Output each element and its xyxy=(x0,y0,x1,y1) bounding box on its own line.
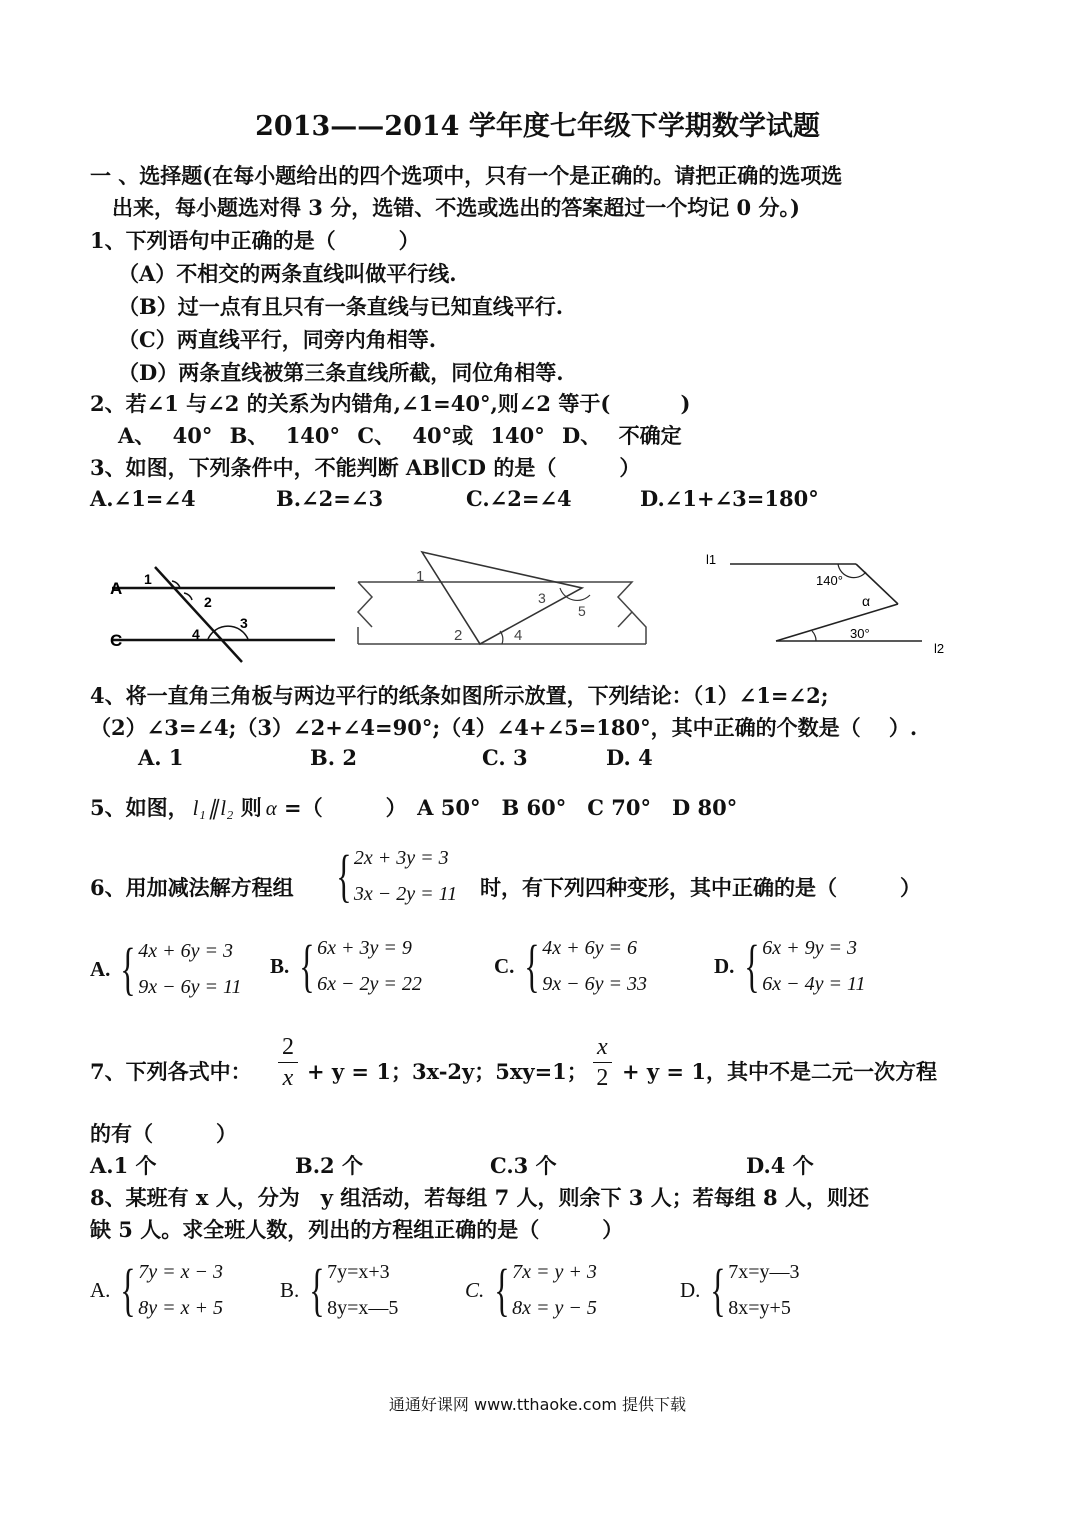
q5-l1: l₁ xyxy=(192,796,206,820)
q4-stem-line2: （2）∠3=∠4;（3）∠2+∠4=90°;（4）∠4+∠5=180°，其中正确的个数是（ ）. xyxy=(90,715,918,740)
fig3-label-alpha: α xyxy=(862,593,871,609)
page-footer: 通通好课网 www.tthaoke.com 提供下载 xyxy=(388,1395,687,1414)
q4-option-d: D. 4 xyxy=(606,745,653,770)
q5-alpha: α xyxy=(265,796,277,820)
q6-option-b xyxy=(270,930,422,1002)
q6-option-b-label: B. xyxy=(270,953,290,978)
q5-prefix: 5、如图， xyxy=(90,795,189,820)
q8-option-a xyxy=(90,1254,223,1326)
q6-system-eq1: 2x + 3y = 3 xyxy=(353,847,449,869)
q6-option-a-eq2: 9x − 6y = 11 xyxy=(138,976,242,998)
figure-triangle-paper-strip xyxy=(350,545,655,655)
q1-option-c: （C）两直线平行，同旁内角相等. xyxy=(118,327,437,352)
q5-mid: 则 xyxy=(233,795,262,820)
q6-option-a xyxy=(90,933,242,1005)
q5-stem xyxy=(90,792,737,822)
q7-frac1-num: 2 xyxy=(278,1032,298,1063)
q7-option-b: B.2 个 xyxy=(295,1153,363,1178)
q4-option-a: A. 1 xyxy=(138,745,184,770)
q1-stem: 1、下列语句中正确的是（ ） xyxy=(90,228,420,253)
q6-option-d-eq2: 6x − 4y = 11 xyxy=(762,973,866,995)
q6-option-c-label: C. xyxy=(494,953,515,978)
q6-option-a-eq1: 4x + 6y = 3 xyxy=(138,940,234,962)
q7-fraction-1 xyxy=(278,1032,298,1093)
q8-option-b xyxy=(280,1254,398,1326)
q7-option-c: C.3 个 xyxy=(490,1153,557,1178)
q3-option-a: A.∠1=∠4 xyxy=(90,486,196,511)
q5-l2: l₂ xyxy=(220,796,234,820)
q6-system-eq2: 3x − 2y = 11 xyxy=(353,883,458,905)
q7-frac1-den: x xyxy=(282,1065,294,1091)
q2-stem: 2、若∠1 与∠2 的关系为内错角,∠1=40°,则∠2 等于( ) xyxy=(90,391,691,416)
q4-option-c: C. 3 xyxy=(482,745,528,770)
q7-option-d: D.4 个 xyxy=(746,1153,814,1178)
figure-parallel-lines-angle xyxy=(700,548,955,660)
q6-option-a-label: A. xyxy=(90,956,111,981)
q8-option-c xyxy=(465,1254,597,1326)
section-instructions-line1: 一 、选择题(在每小题给出的四个选项中，只有一个是正确的。请把正确的选项选 xyxy=(90,163,843,188)
brace-glyph: { xyxy=(299,933,315,998)
q6-option-c-eq2: 9x − 6y = 33 xyxy=(542,973,648,995)
q1-option-b: （B）过一点有且只有一条直线与已知直线平行. xyxy=(118,294,564,319)
fig3-label-140: 140° xyxy=(816,573,843,588)
fig2-label-1: 1 xyxy=(416,568,425,585)
q6-stem-pre: 6、用加减法解方程组 xyxy=(90,875,294,900)
q3-option-c: C.∠2=∠4 xyxy=(466,486,572,511)
q2-options: A、 40° B、 140° C、 40°或 140° D、 不确定 xyxy=(118,423,682,448)
fig2-label-5: 5 xyxy=(578,603,586,619)
figure-parallel-lines-transversal xyxy=(100,555,340,670)
q7-line2: 的有（ ） xyxy=(90,1121,237,1146)
q6-system xyxy=(330,840,457,912)
fig1-label-c: C xyxy=(110,631,123,650)
q8-option-d xyxy=(680,1254,800,1326)
brace-glyph: { xyxy=(524,933,541,998)
q8-option-b-eq2: 8y=x—5 xyxy=(327,1297,399,1319)
fig3-label-l1: l1 xyxy=(706,552,717,567)
q6-option-b-eq2: 6x − 2y = 22 xyxy=(317,973,422,995)
q7-fraction-2 xyxy=(593,1032,612,1093)
q8-option-b-label: B. xyxy=(280,1277,300,1302)
brace-glyph: { xyxy=(120,1257,137,1322)
fig3-label-30: 30° xyxy=(850,626,870,641)
q8-stem-line2: 缺 5 人。求全班人数，列出的方程组正确的是（ ） xyxy=(90,1217,624,1242)
fig2-label-3: 3 xyxy=(538,590,546,606)
q8-option-d-label: D. xyxy=(680,1277,701,1302)
q1-option-d: （D）两条直线被第三条直线所截，同位角相等. xyxy=(118,360,564,385)
q6-stem-post: 时，有下列四种变形，其中正确的是（ ） xyxy=(480,875,921,900)
q8-option-a-eq1: 7y = x − 3 xyxy=(138,1261,224,1283)
q8-option-c-eq1: 7x = y + 3 xyxy=(512,1261,597,1283)
brace-glyph: { xyxy=(710,1257,727,1322)
brace-glyph: { xyxy=(309,1257,325,1322)
q8-option-b-eq1: 7y=x+3 xyxy=(327,1261,390,1283)
fig1-label-1: 1 xyxy=(144,571,152,587)
q8-option-d-eq2: 8x=y+5 xyxy=(728,1297,791,1319)
q7-frac2-num: x xyxy=(593,1032,612,1063)
fig2-label-4: 4 xyxy=(514,627,523,644)
q8-stem-line1: 8、某班有 x 人，分为 y 组活动，若每组 7 人，则余下 3 人；若每组 8 人，则还 xyxy=(90,1185,869,1210)
fig1-label-3: 3 xyxy=(240,615,248,631)
q1-option-a: （A）不相交的两条直线叫做平行线. xyxy=(118,261,457,286)
brace-glyph: { xyxy=(494,1257,510,1322)
q7-option-a: A.1 个 xyxy=(90,1153,157,1178)
q8-option-a-label: A. xyxy=(90,1277,111,1302)
q7-frac2-den: 2 xyxy=(596,1065,609,1091)
q3-option-d: D.∠1+∠3=180° xyxy=(640,486,819,511)
q3-stem: 3、如图，下列条件中，不能判断 AB∥CD 的是（ ） xyxy=(90,455,641,480)
q6-option-d-label: D. xyxy=(714,953,735,978)
q8-option-d-eq1: 7x=y—3 xyxy=(728,1261,800,1283)
q8-option-c-label: C. xyxy=(465,1277,485,1302)
fig2-label-2: 2 xyxy=(454,627,463,644)
q6-option-d-eq1: 6x + 9y = 3 xyxy=(762,937,858,959)
q6-option-b-eq1: 6x + 3y = 9 xyxy=(317,937,412,959)
q7-after2: + y = 1，其中不是二元一次方程 xyxy=(622,1059,937,1084)
q7-prefix: 7、下列各式中： xyxy=(90,1059,252,1084)
page-title: 2013——2014 学年度七年级下学期数学试题 xyxy=(255,111,820,142)
brace-glyph: { xyxy=(744,933,761,998)
q8-option-a-eq2: 8y = x + 5 xyxy=(138,1297,224,1319)
fig1-label-2: 2 xyxy=(204,594,212,610)
q4-option-b: B. 2 xyxy=(310,745,357,770)
q6-option-c xyxy=(494,930,647,1002)
fig1-label-4: 4 xyxy=(192,626,200,642)
q6-option-c-eq1: 4x + 6y = 6 xyxy=(542,937,638,959)
brace-glyph: { xyxy=(336,843,352,908)
q7-after1: + y = 1；3x-2y；5xy=1； xyxy=(307,1059,588,1084)
fig3-label-l2: l2 xyxy=(934,641,945,656)
fig1-label-a: A xyxy=(110,579,123,598)
section-instructions-line2: 出来，每小题选对得 3 分，选错、不选或选出的答案超过一个均记 0 分。) xyxy=(112,195,800,220)
q6-option-d xyxy=(714,930,866,1002)
q5-rest: =（ ） A 50° B 60° C 70° D 80° xyxy=(276,795,738,820)
brace-glyph: { xyxy=(120,936,137,1001)
q4-stem-line1: 4、将一直角三角板与两边平行的纸条如图所示放置，下列结论：（1）∠1=∠2; xyxy=(90,683,829,708)
q5-parallel: ∥ xyxy=(207,796,219,820)
q3-option-b: B.∠2=∠3 xyxy=(276,486,384,511)
q8-option-c-eq2: 8x = y − 5 xyxy=(512,1297,597,1319)
